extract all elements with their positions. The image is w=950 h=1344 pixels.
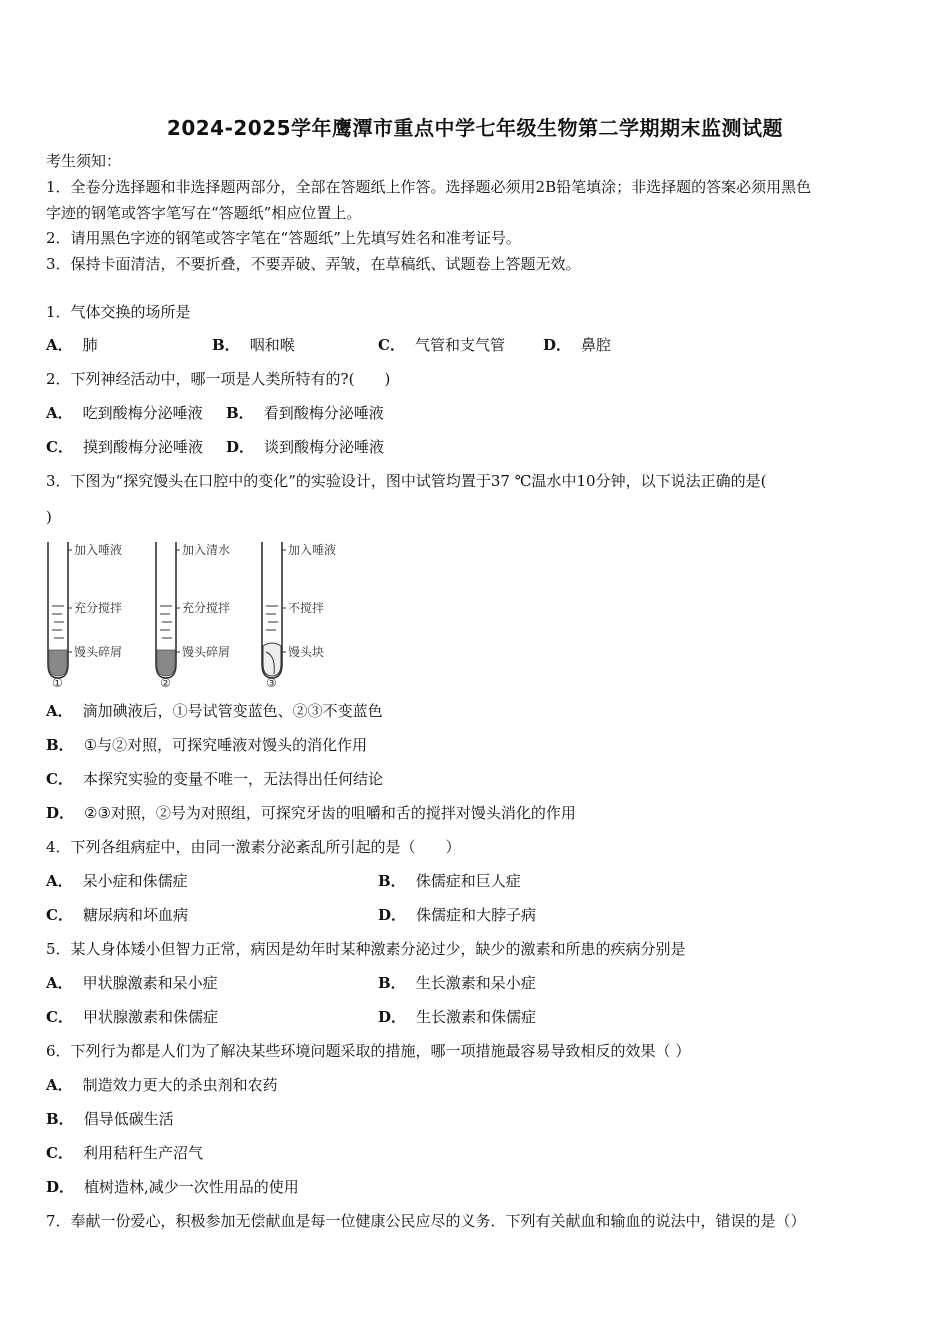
question-2-option-a: A． 吃到酸梅分泌唾液 bbox=[46, 404, 203, 422]
question-1-option-b: B． 咽和喉 bbox=[212, 336, 295, 354]
question-6-option-b: B． 倡导低碳生活 bbox=[46, 1110, 174, 1128]
question-6-option-d: D． 植树造林,减少一次性用品的使用 bbox=[46, 1178, 299, 1196]
question-3-option-a: A． 滴加碘液后，①号试管变蓝色、②③不变蓝色 bbox=[46, 702, 383, 720]
question-6-stem: 6．下列行为都是人们为了解决某些环境问题采取的措施，哪一项措施最容易导致相反的效果（ ） bbox=[46, 1042, 691, 1060]
question-4-option-b: B． 侏儒症和巨人症 bbox=[378, 872, 521, 890]
question-3-option-d: D． ②③对照，②号为对照组，可探究牙齿的咀嚼和舌的搅拌对馒头消化的作用 bbox=[46, 804, 576, 822]
question-1-option-d: D． 鼻腔 bbox=[543, 336, 612, 354]
question-2-stem: 2．下列神经活动中，哪一项是人类所特有的?( ) bbox=[46, 370, 391, 388]
question-2-option-d: D． 谈到酸梅分泌唾液 bbox=[226, 438, 385, 456]
question-1-stem: 1．气体交换的场所是 bbox=[46, 303, 191, 321]
tube-3-number: ③ bbox=[266, 676, 277, 688]
question-1-option-c: C． 气管和支气管 bbox=[378, 336, 505, 354]
test-tube-2 bbox=[156, 542, 230, 688]
test-tube-3 bbox=[262, 542, 336, 688]
question-2-option-b: B． 看到酸梅分泌唾液 bbox=[226, 404, 384, 422]
tube-3-label-mid: 不搅拌 bbox=[288, 601, 325, 615]
notice-item-1-cont: 字迹的钢笔或答字笔写在“答题纸”相应位置上。 bbox=[46, 204, 362, 222]
question-5-option-a: A． 甲状腺激素和呆小症 bbox=[46, 974, 218, 992]
tube-3-label-top: 加入唾液 bbox=[288, 543, 337, 557]
question-5-option-d: D． 生长激素和侏儒症 bbox=[378, 1008, 537, 1026]
tube-1-number: ① bbox=[52, 676, 63, 688]
tube-3-label-bottom: 馒头块 bbox=[288, 645, 325, 659]
question-4-option-d: D． 侏儒症和大脖子病 bbox=[378, 906, 537, 924]
tube-2-label-bottom: 馒头碎屑 bbox=[182, 645, 231, 659]
question-4-stem: 4．下列各组病症中，由同一激素分泌紊乱所引起的是（ ） bbox=[46, 838, 461, 856]
notice-item-1: 1．全卷分选择题和非选择题两部分，全部在答题纸上作答。选择题必须用2B铅笔填涂；非选择题的答案必须用黑色 bbox=[46, 178, 812, 196]
question-6-option-c: C． 利用秸秆生产沼气 bbox=[46, 1144, 203, 1162]
test-tube-1 bbox=[48, 542, 122, 688]
question-3-option-b: B． ①与②对照，可探究唾液对馒头的消化作用 bbox=[46, 736, 368, 754]
question-3-stem-end: ) bbox=[46, 508, 52, 526]
test-tube-figure bbox=[44, 536, 364, 688]
question-3-stem: 3．下图为“探究馒头在口腔中的变化”的实验设计，图中试管均置于37 ℃温水中10分钟，以下说法正确的是( bbox=[46, 472, 767, 490]
tube-1-label-bottom: 馒头碎屑 bbox=[74, 645, 123, 659]
question-4-option-c: C． 糖尿病和坏血病 bbox=[46, 906, 188, 924]
question-7-stem: 7．奉献一份爱心，积极参加无偿献血是每一位健康公民应尽的义务．下列有关献血和输血的说法中，错误的是（） bbox=[46, 1212, 806, 1230]
question-5-option-c: C． 甲状腺激素和侏儒症 bbox=[46, 1008, 218, 1026]
question-5-option-b: B． 生长激素和呆小症 bbox=[378, 974, 536, 992]
notice-item-2: 2．请用黑色字迹的钢笔或答字笔在“答题纸”上先填写姓名和准考证号。 bbox=[46, 229, 521, 247]
question-4-option-a: A． 呆小症和侏儒症 bbox=[46, 872, 188, 890]
question-1-option-a: A． 肺 bbox=[46, 336, 98, 354]
page-title: 2024-2025学年鹰潭市重点中学七年级生物第二学期期末监测试题 bbox=[166, 116, 784, 140]
tube-2-label-mid: 充分搅拌 bbox=[182, 601, 231, 615]
tube-1-label-mid: 充分搅拌 bbox=[74, 601, 123, 615]
tube-2-number: ② bbox=[160, 676, 171, 688]
tube-1-label-top: 加入唾液 bbox=[74, 543, 123, 557]
notice-heading: 考生须知： bbox=[46, 152, 122, 170]
question-2-option-c: C． 摸到酸梅分泌唾液 bbox=[46, 438, 203, 456]
question-3-option-c: C． 本探究实验的变量不唯一，无法得出任何结论 bbox=[46, 770, 383, 788]
tube-2-label-top: 加入清水 bbox=[182, 543, 231, 557]
notice-item-3: 3．保持卡面清洁，不要折叠，不要弄破、弄皱，在草稿纸、试题卷上答题无效。 bbox=[46, 255, 581, 273]
question-5-stem: 5．某人身体矮小但智力正常，病因是幼年时某种激素分泌过少，缺少的激素和所患的疾病分别是 bbox=[46, 940, 686, 958]
question-6-option-a: A． 制造效力更大的杀虫剂和农药 bbox=[46, 1076, 278, 1094]
